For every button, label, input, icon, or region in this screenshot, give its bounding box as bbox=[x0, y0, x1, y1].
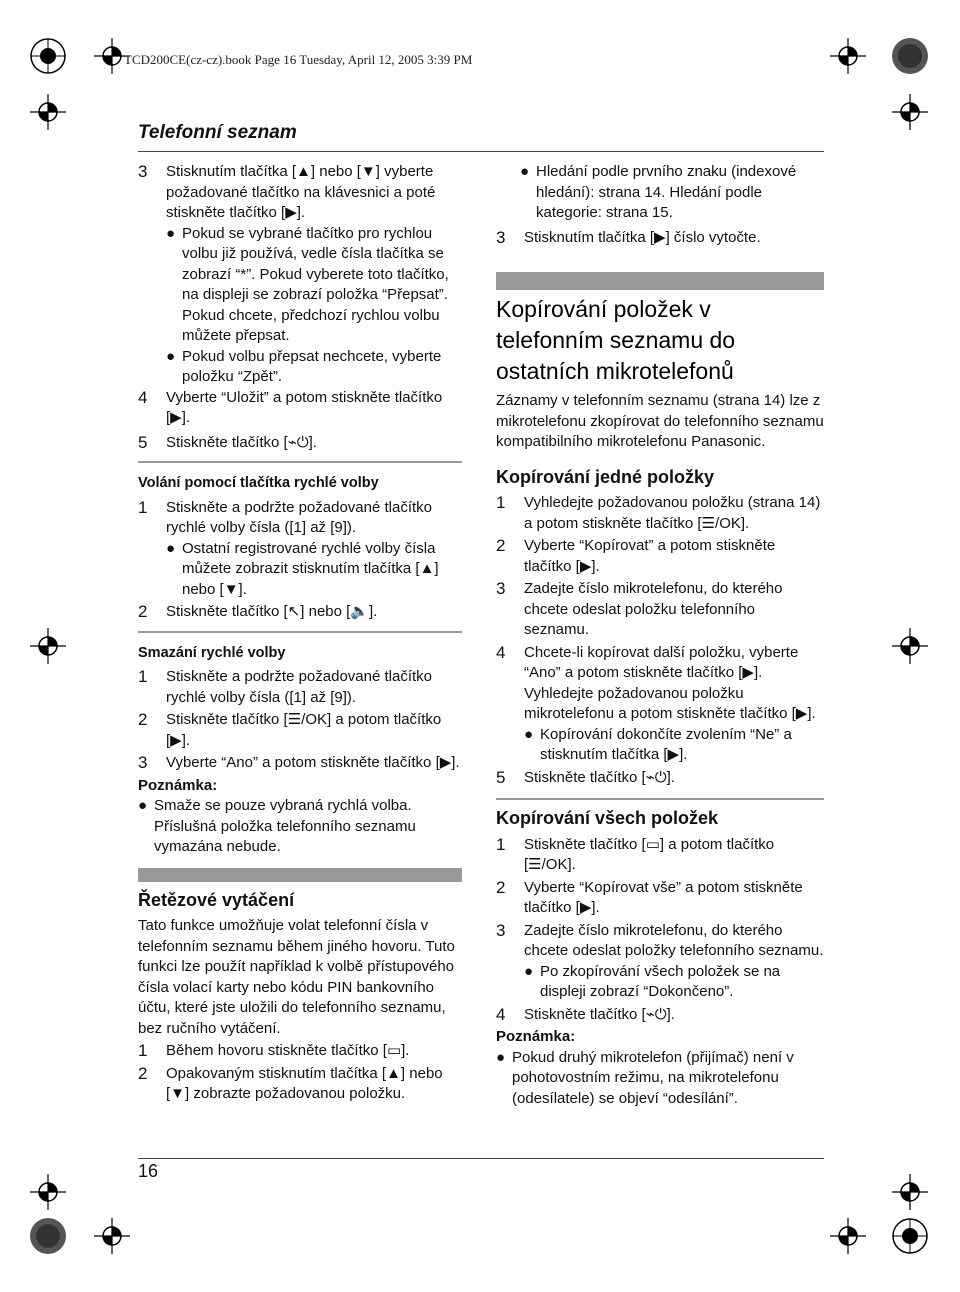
heading-copy-entries: Kopírování položek v telefonním seznamu do ostatních mikrotelefonů bbox=[496, 296, 736, 384]
note-label: Poznámka: bbox=[138, 776, 218, 794]
right-column bbox=[496, 162, 824, 1109]
heading-copy-one: Kopírování jedné položky bbox=[496, 466, 715, 487]
crosshair-icon bbox=[28, 1172, 68, 1212]
chain-step-1: 1 Během hovoru stiskněte tlačítko [▭]. bbox=[138, 1041, 410, 1060]
delete-step-3: 3 Vyberte “Ano” a potom stiskněte tlačítko [▶]. bbox=[138, 753, 460, 772]
note-label-right: Poznámka: bbox=[496, 1028, 576, 1045]
crosshair-icon bbox=[890, 92, 930, 132]
crosshair-icon bbox=[890, 1172, 930, 1212]
crosshair-icon bbox=[828, 36, 868, 76]
crosshair-icon bbox=[92, 1216, 132, 1256]
step-4: 4 Vyberte “Uložit” a potom stiskněte tlačítko [▶]. bbox=[138, 387, 443, 426]
file-header: TCD200CE(cz-cz).book Page 16 Tuesday, April 12, 2005 3:39 PM bbox=[124, 52, 473, 67]
registration-disc-icon bbox=[28, 1216, 68, 1256]
copy-one-step-2: 2 Vyberte “Kopírovat” a potom stiskněte tlačítko [▶]. bbox=[496, 536, 776, 575]
copy-all-step-3: 3 Zadejte číslo mikrotelefonu, do kterého chcete odeslat položky telefonního seznamu. bbox=[496, 920, 824, 959]
speed-dial-step-1: 1 Stiskněte a podržte požadované tlačítko rychlé volby čísla ([1] až [9]). bbox=[138, 497, 433, 536]
heading-speed-dial: Volání pomocí tlačítka rychlé volby bbox=[138, 475, 379, 491]
chain-dial-intro: Tato funkce umožňuje volat telefonní čísla v telefonním seznamu během jiného hovoru. Tuto funkci lze použít například k volbě přístupového čísla volací karty nebo kódu PIN bankovního účtu, které jste uložili do telefonního seznamu, bez ručního vytáčení. bbox=[138, 917, 455, 1037]
delete-step-1: 1 Stiskněte a podržte požadované tlačítko rychlé volby čísla ([1] až [9]). bbox=[138, 667, 433, 706]
note-standby: ● Pokud druhý mikrotelefon (přijímač) není v pohotovostním režimu, na mikrotelefonu (odesílatele) se objeví “odesílání”. bbox=[496, 1048, 794, 1107]
left-column bbox=[138, 162, 462, 1105]
copy-one-step-1: 1 Vyhledejte požadovanou položku (strana 14) a potom stiskněte tlačítko [☰/OK]. bbox=[496, 493, 821, 532]
bullet-other-speed-dial: ● Ostatní registrované rychlé volby čísla můžete zobrazit stisknutím tlačítka [▲] nebo [▼]. bbox=[166, 539, 439, 598]
copy-one-step-4: 4 Chcete-li kopírovat další položku, vyberte “Ano” a potom stiskněte tlačítko [▶]. Vyhledejte požadovanou položku mikrotelefonu a potom stiskněte tlačítko [▶]. bbox=[496, 642, 816, 722]
bullet-finish-copy: ● Kopírování dokončíte zvolením “Ne” a stisknutím tlačítka [▶]. bbox=[524, 725, 792, 763]
crosshair-icon bbox=[28, 92, 68, 132]
registration-mark-icon bbox=[28, 36, 68, 76]
step-3: 3 Stisknutím tlačítka [▲] nebo [▼] vyberte požadované tlačítko na klávesnici a poté stiskněte tlačítko [▶]. bbox=[138, 162, 436, 221]
heading-copy-all: Kopírování všech položek bbox=[496, 808, 719, 828]
dial-step-3: 3 Stisknutím tlačítka [▶] číslo vytočte. bbox=[496, 227, 761, 247]
copy-intro: Záznamy v telefonním seznamu (strana 14) lze z mikrotelefonu zkopírovat do telefonního seznamu kompatibilního mikrotelefonu Panasonic. bbox=[496, 392, 824, 450]
page-title: Telefonní seznam bbox=[138, 122, 297, 143]
crosshair-icon bbox=[828, 1216, 868, 1256]
bullet-overwrite: ● Pokud se vybrané tlačítko pro rychlou volbu již používá, vedle čísla tlačítka se zobrazí “*”. Pokud vyberete toto tlačítko, na displeji se zobrazí položka “Přepsat”. Pokud chcete, předchozí rychlou volbu můžete přepsat. bbox=[166, 224, 449, 344]
bullet-back: ● Pokud volbu přepsat nechcete, vyberte položku “Zpět”. bbox=[166, 347, 442, 385]
copy-all-step-4: 4 Stiskněte tlačítko [⌁⏻]. bbox=[496, 1004, 675, 1024]
crosshair-icon bbox=[890, 626, 930, 666]
bullet-copy-done: ● Po zkopírování všech položek se na displeji zobrazí “Dokončeno”. bbox=[524, 962, 781, 1000]
copy-all-step-1: 1 Stiskněte tlačítko [▭] a potom tlačítko [☰/OK]. bbox=[496, 834, 775, 873]
note-delete: ● Smaže se pouze vybraná rychlá volba. Příslušná položka telefonního seznamu vymazána nebude. bbox=[138, 797, 416, 855]
footer-rule bbox=[138, 1158, 824, 1159]
page-number: 16 bbox=[138, 1161, 159, 1181]
registration-mark-icon bbox=[890, 1216, 930, 1256]
registration-disc-icon bbox=[890, 36, 930, 76]
bullet-search: ● Hledání podle prvního znaku (indexové hledání): strana 14. Hledání podle kategorie: strana 15. bbox=[520, 163, 797, 221]
step-5: 5 Stiskněte tlačítko [⌁⏻]. bbox=[138, 432, 317, 452]
crosshair-icon bbox=[28, 626, 68, 666]
copy-all-step-2: 2 Vyberte “Kopírovat vše” a potom stiskněte tlačítko [▶]. bbox=[496, 877, 803, 916]
heading-chain-dial: Řetězové vytáčení bbox=[138, 889, 295, 910]
delete-step-2: 2 Stiskněte tlačítko [☰/OK] a potom tlačítko [▶]. bbox=[138, 710, 442, 749]
copy-one-step-3: 3 Zadejte číslo mikrotelefonu, do kterého chcete odeslat položku telefonního seznamu. bbox=[496, 579, 783, 638]
title-rule bbox=[138, 151, 824, 152]
speed-dial-step-2: 2 Stiskněte tlačítko [↖] nebo [🔈]. bbox=[138, 602, 378, 621]
heading-delete-speed-dial: Smazání rychlé volby bbox=[138, 644, 286, 661]
chain-step-2: 2 Opakovaným stisknutím tlačítka [▲] nebo [▼] zobrazte požadovanou položku. bbox=[138, 1063, 443, 1102]
copy-one-step-5: 5 Stiskněte tlačítko [⌁⏻]. bbox=[496, 767, 675, 787]
step-3-text: Stisknutím tlačítka [▲] nebo [▼] vyberte požadované tlačítko na klávesnici a poté stiskněte tlačítko [▶]. bbox=[166, 163, 436, 221]
